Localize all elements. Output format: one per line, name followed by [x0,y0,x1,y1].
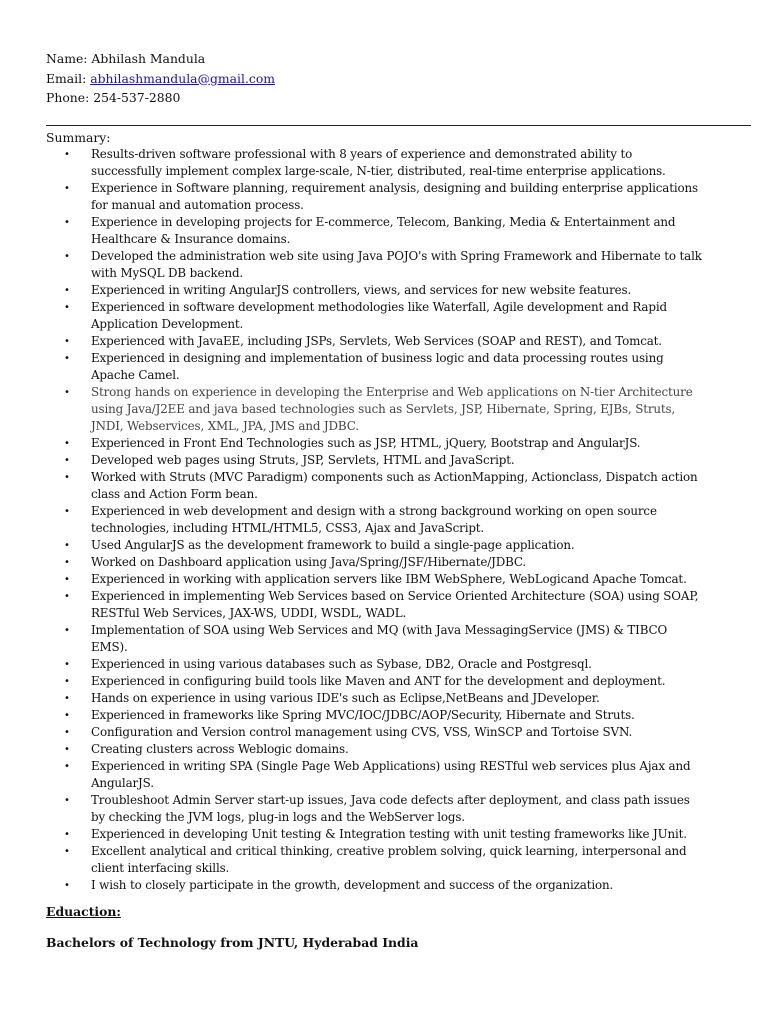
bullet-icon: • [64,557,70,568]
phone-line: Phone: 254-537-2880 [46,90,181,105]
summary-item-text: Experienced in implementing Web Services based on Service Oriented Architecture (SOA) using SOAP, RESTful Web Services, JAX-WS, UDDI, WSDL, WADL. [91,589,699,620]
horizontal-divider [46,125,751,126]
summary-item-text: Experienced with JavaEE, including JSPs, Servlets, Web Services (SOAP and REST), and Tomcat. [91,334,662,348]
list-item [46,707,706,724]
bullet-icon: • [64,540,70,551]
summary-item-text: Worked with Struts (MVC Paradigm) components such as ActionMapping, Actionclass, Dispatch action class and Action Form bean. [91,470,698,501]
bullet-icon: • [64,455,70,466]
summary-item-text: Used AngularJS as the development framework to build a single-page application. [91,538,575,552]
list-item [46,248,706,282]
list-item [46,792,706,826]
list-item [46,724,706,741]
summary-item-text: Developed the administration web site using Java POJO's with Spring Framework and Hibernate to talk with MySQL DB backend. [91,249,702,280]
bullet-icon: • [64,285,70,296]
list-item [46,146,706,180]
summary-item-text: Experienced in frameworks like Spring MVC/IOC/JDBC/AOP/Security, Hibernate and Struts. [91,708,635,722]
summary-item-text: Experienced in software development methodologies like Waterfall, Agile development and Rapid Application Development. [91,300,667,331]
bullet-icon: • [64,659,70,670]
bullet-icon: • [64,676,70,687]
bullet-icon: • [64,574,70,585]
bullet-icon: • [64,302,70,313]
summary-item-text: I wish to closely participate in the growth, development and success of the organization. [91,878,614,892]
bullet-icon: • [64,625,70,636]
list-item [46,350,706,384]
list-item [46,214,706,248]
list-item [46,333,706,350]
summary-item-text: Experienced in designing and implementation of business logic and data processing routes using Apache Camel. [91,351,664,382]
bullet-icon: • [64,710,70,721]
summary-item-text: Developed web pages using Struts, JSP, Servlets, HTML and JavaScript. [91,453,515,467]
summary-item-text: Worked on Dashboard application using Java/Spring/JSF/Hibernate/JDBC. [91,555,527,569]
bullet-icon: • [64,336,70,347]
bullet-icon: • [64,591,70,602]
bullet-icon: • [64,353,70,364]
list-item [46,843,706,877]
summary-item-text: Troubleshoot Admin Server start-up issues, Java code defects after deployment, and class path issues by checking the JVM logs, plug-in logs and the WebServer logs. [91,793,690,824]
list-item [46,588,706,622]
email-label: Email: [46,70,91,86]
summary-item-text: Experience in Software planning, requirement analysis, designing and building enterprise applications for manual and automation process. [91,181,698,212]
bullet-icon: • [64,217,70,228]
summary-item-text: Creating clusters across Weblogic domains. [91,742,349,756]
summary-item-text: Implementation of SOA using Web Services and MQ (with Java MessagingService (JMS) & TIBCO EMS). [91,623,668,654]
summary-item-text: Experienced in web development and design with a strong background working on open source technologies, including HTML/HTML5, CSS3, Ajax and JavaScript. [91,504,657,535]
list-item [46,673,706,690]
list-item [46,622,706,656]
summary-item-text: Experienced in using various databases such as Sybase, DB2, Oracle and Postgresql. [91,657,592,671]
bullet-icon: • [64,744,70,755]
list-item [46,537,706,554]
summary-item-text: Hands on experience in using various IDE's such as Eclipse,NetBeans and JDeveloper. [91,691,600,705]
education-heading: Eduaction: [46,904,121,919]
bullet-icon: • [64,795,70,806]
list-item [46,571,706,588]
email-line [46,69,275,89]
list-item [46,690,706,707]
contact-block [46,49,275,108]
bullet-icon: • [64,506,70,517]
summary-item-text: Experienced in Front End Technologies such as JSP, HTML, jQuery, Bootstrap and AngularJS. [91,436,641,450]
bullet-icon: • [64,846,70,857]
summary-item-text: Experienced in writing SPA (Single Page Web Applications) using RESTful web services plus Ajax and AngularJS. [91,759,691,790]
education-detail: Bachelors of Technology from JNTU, Hyderabad India [46,935,419,950]
list-item [46,299,706,333]
list-item [46,452,706,469]
summary-item-text: Experience in developing projects for E-commerce, Telecom, Banking, Media & Entertainment and Healthcare & Insurance domains. [91,215,676,246]
summary-heading: Summary: [46,130,111,145]
bullet-icon: • [64,829,70,840]
summary-item-text: Configuration and Version control management using CVS, VSS, WinSCP and Tortoise SVN. [91,725,633,739]
summary-item-text: Strong hands on experience in developing the Enterprise and Web applications on N-tier Architecture using Java/J2EE and java based technologies such as Servlets, JSP, Hibernate, Spring, EJBs, Struts, JNDI, Webservices, XML, JPA, JMS and JDBC. [91,385,693,433]
bullet-icon: • [64,761,70,772]
bullet-icon: • [64,880,70,891]
list-item [46,656,706,673]
list-item [46,384,706,435]
list-item [46,282,706,299]
bullet-icon: • [64,438,70,449]
summary-item-text: Experienced in configuring build tools like Maven and ANT for the development and deployment. [91,674,666,688]
bullet-icon: • [64,693,70,704]
list-item [46,180,706,214]
bullet-icon: • [64,251,70,262]
summary-item-text: Excellent analytical and critical thinking, creative problem solving, quick learning, interpersonal and client interfacing skills. [91,844,687,875]
bullet-icon: • [64,183,70,194]
list-item [46,758,706,792]
list-item [46,469,706,503]
list-item [46,554,706,571]
bullet-icon: • [64,727,70,738]
bullet-icon: • [64,149,70,160]
summary-item-text: Experienced in writing AngularJS controllers, views, and services for new website features. [91,283,632,297]
list-item [46,741,706,758]
summary-item-text: Experienced in developing Unit testing & Integration testing with unit testing frameworks like JUnit. [91,827,687,841]
email-link[interactable]: abhilashmandula@gmail.com [90,70,276,86]
list-item [46,435,706,452]
list-item [46,877,706,894]
bullet-icon: • [64,472,70,483]
bullet-icon: • [64,387,70,398]
summary-list [46,146,706,894]
summary-item-text: Experienced in working with application servers like IBM WebSphere, WebLogicand Apache Tomcat. [91,572,687,586]
list-item [46,826,706,843]
list-item [46,503,706,537]
summary-item-text: Results-driven software professional with 8 years of experience and demonstrated ability to successfully implement complex large-scale, N-tier, distributed, real-time enterprise applications. [91,147,666,178]
name-line: Name: Abhilash Mandula [46,51,206,66]
